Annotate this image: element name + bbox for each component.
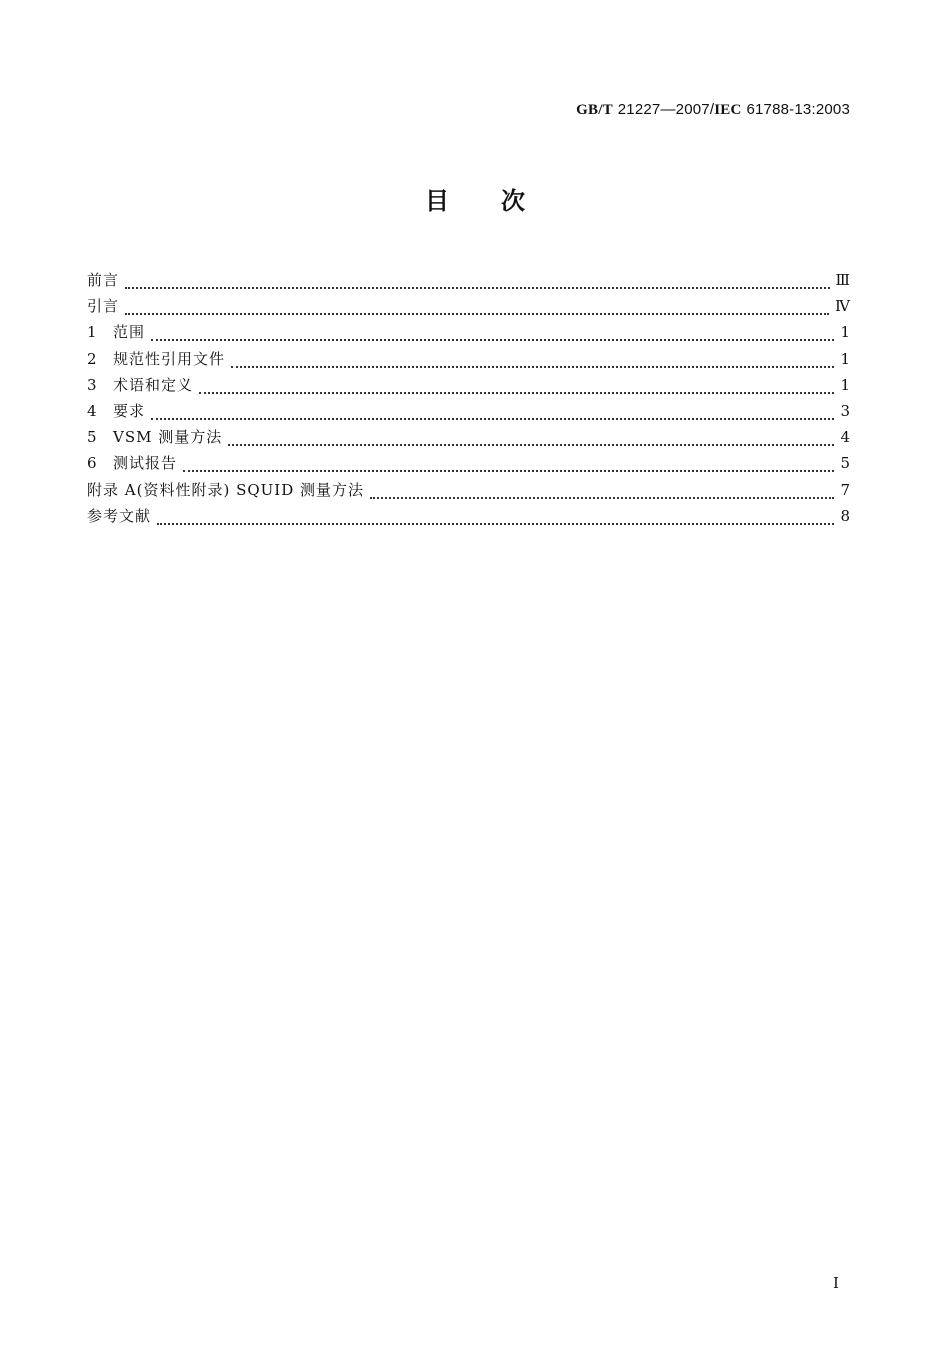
- toc-entry-page: 3: [840, 401, 850, 420]
- toc-entry-number: 5: [87, 428, 97, 447]
- toc-entry-test-report[interactable]: [87, 450, 850, 476]
- toc-list: [87, 267, 850, 529]
- toc-leader-dots: [151, 323, 834, 341]
- toc-entry-page: 7: [840, 480, 850, 499]
- toc-entry-page: Ⅲ: [835, 271, 850, 289]
- toc-entry-number: 2: [87, 349, 97, 368]
- toc-entry-label: 范围: [113, 323, 146, 342]
- toc-leader-dots: [125, 271, 830, 289]
- toc-leader-dots: [157, 507, 834, 525]
- toc-title: [0, 184, 950, 218]
- toc-entry-bibliography[interactable]: [87, 503, 850, 529]
- toc-entry-number: 3: [87, 375, 97, 394]
- toc-title-char-2: 次: [501, 187, 525, 215]
- toc-entry-terms-definitions[interactable]: [87, 372, 850, 398]
- toc-entry-label: 前言: [87, 271, 120, 289]
- page-number: Ⅰ: [833, 1274, 839, 1292]
- toc-entry-label: 引言: [87, 297, 120, 316]
- toc-entry-vsm-method[interactable]: [87, 424, 850, 450]
- toc-leader-dots: [231, 350, 834, 368]
- toc-entry-page: 1: [840, 349, 850, 368]
- toc-entry-page: Ⅳ: [835, 297, 850, 316]
- toc-entry-label: 测试报告: [113, 454, 178, 473]
- toc-entry-label: VSM 测量方法: [113, 428, 223, 447]
- toc-entry-number: 1: [87, 323, 97, 342]
- toc-entry-page: 1: [840, 375, 850, 394]
- toc-title-char-1: 目: [425, 187, 449, 215]
- toc-entry-label: 附录 A(资料性附录) SQUID 测量方法: [87, 480, 365, 499]
- toc-entry-label: 术语和定义: [113, 375, 194, 394]
- toc-leader-dots: [125, 297, 829, 315]
- standard-code-prefix: GB/T: [576, 102, 613, 118]
- standard-code-number: 21227—2007/: [617, 101, 715, 118]
- toc-entry-label: 要求: [113, 401, 146, 420]
- toc-entry-requirements[interactable]: [87, 398, 850, 424]
- toc-entry-scope[interactable]: [87, 319, 850, 345]
- toc-leader-dots: [370, 481, 834, 499]
- toc-entry-annex-a[interactable]: [87, 477, 850, 503]
- toc-entry-page: 1: [840, 323, 850, 342]
- toc-leader-dots: [151, 402, 834, 420]
- toc-leader-dots: [183, 454, 834, 472]
- toc-entry-page: 4: [840, 428, 850, 447]
- standard-code: [576, 100, 850, 119]
- standard-code-iec-number: 61788-13:2003: [746, 101, 850, 118]
- standard-code-iec: IEC: [714, 102, 742, 118]
- toc-leader-dots: [228, 428, 834, 446]
- toc-entry-label: 参考文献: [87, 506, 152, 525]
- toc-entry-number: 6: [87, 454, 97, 473]
- toc-entry-number: 4: [87, 401, 97, 420]
- toc-entry-normative-references[interactable]: [87, 346, 850, 372]
- toc-entry-page: 8: [840, 506, 850, 525]
- toc-entry-page: 5: [840, 454, 850, 473]
- toc-entry-introduction[interactable]: [87, 293, 850, 319]
- toc-leader-dots: [199, 376, 834, 394]
- toc-entry-foreword[interactable]: [87, 267, 850, 293]
- toc-entry-label: 规范性引用文件: [113, 349, 226, 368]
